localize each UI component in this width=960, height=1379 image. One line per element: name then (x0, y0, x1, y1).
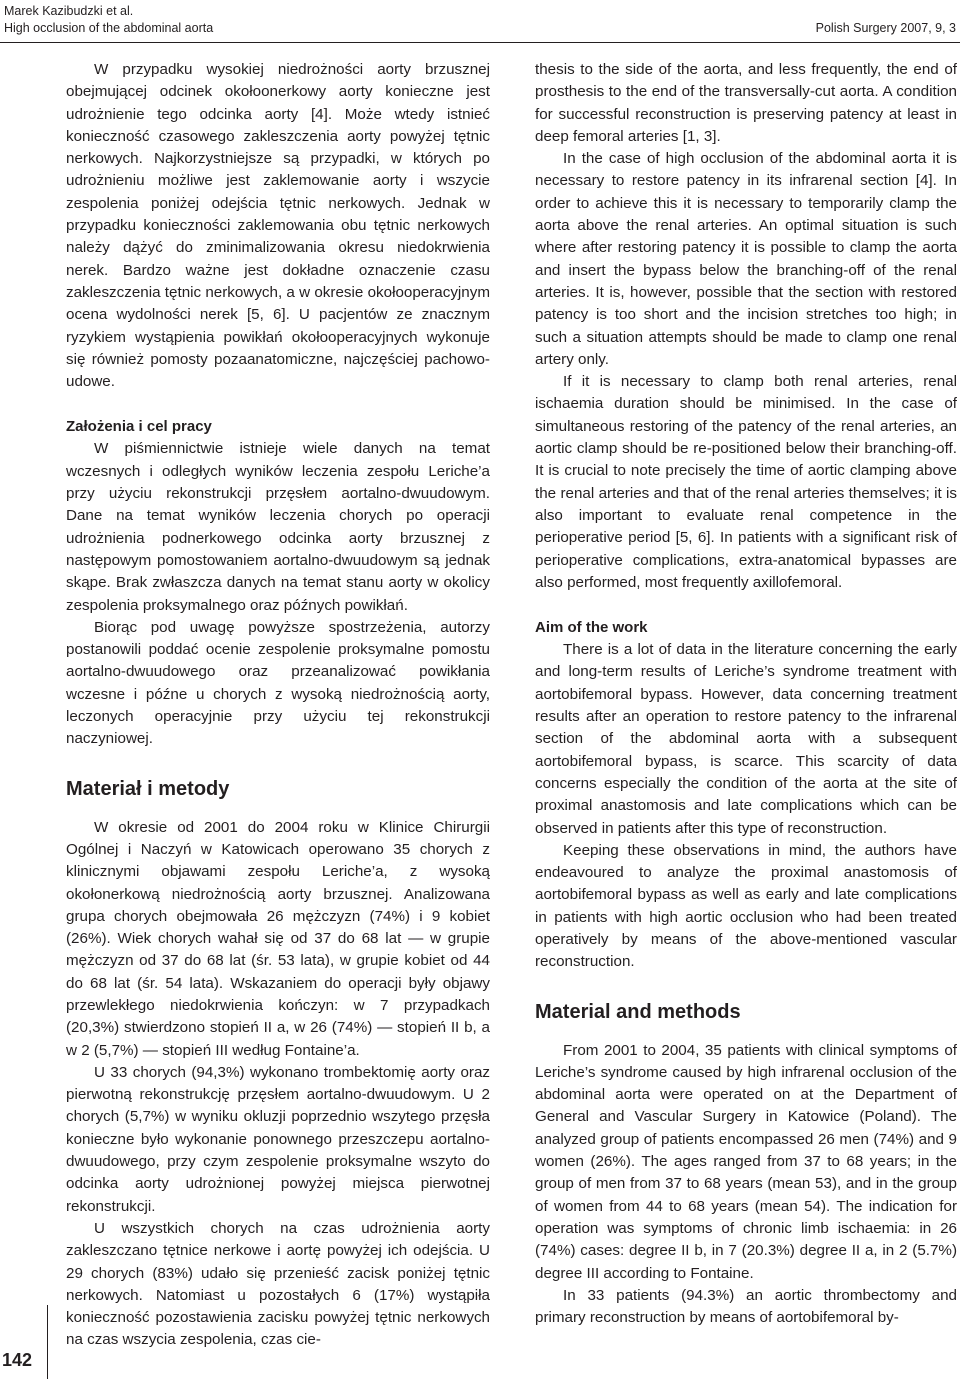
pl-paragraph-intro: W przypadku wysokiej niedrożności aorty brzusznej obejmującej odcinek okołoonerkowy aorty konieczne jest udrożnienie tego odcinka aorty [4]. Może wtedy istnieć konieczność czasowego zakleszczenia aorty powyżej tętnic nerkowych. Najkorzystniejsze są przypadki, w których po udrożnieniu możliwe jest zaklemowanie aorty i wszycie zespolenia poniżej odejścia tętnic nerkowych. Jednak w przypadku konieczności zaklemowania obu tętnic nerkowych należy dążyć do zminimalizowania okresu niedokrwienia nerek. Bardzo ważne jest dokładne oznaczenie czasu zakleszczenia tętnic nerkowych, a w okresie okołooperacyjnym ocena wydolności nerek [5, 6]. U pacjentów ze znacznym ryzykiem wystąpienia powikłań okołooperacyjnych wykonuje się również pomosty pozaanatomiczne, najczęściej pachowo-udowe. (66, 61, 490, 391)
page-number-rule (47, 1305, 48, 1379)
pl-paragraph-aims-2: Biorąc pod uwagę powyższe spostrzeżenia, autorzy postanowili poddać ocenie zespolenie proksymalne pomostu aortalno-dwuudowego oraz przeanalizować powikłania wczesne i późne u chorych z wysoką niedrożnością aorty, leczonych operacyjnie przy użyciu tej rekonstrukcji naczyniowej. (66, 618, 490, 748)
header-rule (0, 42, 960, 43)
en-paragraph-methods-2: In 33 patients (94.3%) an aortic thrombectomy and primary reconstruction by means of aortobifemoral by- (535, 1286, 957, 1327)
pl-paragraph-methods-2: U 33 chorych (94,3%) wykonano trombektomię aorty oraz pierwotną rekonstrukcję przęsłem aortalno-dwuudowym. U 2 chorych (5,7%) w wyniku okluzji poprzednio wszytego przęsła konieczne było wykonanie ponownego przeszczepu aortalno-dwuudowego, przy czym zespolenie proksymalne wszyto do odcinka aorty udrożnionej powyżej miejsca pierwotnej rekonstrukcji. (66, 1063, 490, 1215)
page-number: 142 (2, 1350, 33, 1370)
pl-paragraph-methods-1: W okresie od 2001 do 2004 roku w Klinice Chirurgii Ogólnej i Naczyń w Katowicach operowano 35 chorych z klinicznymi objawami zespołu Leriche’a, z wysoką okołonerkową niedrożnością aorty brzusznej. Analizowana grupa chorych obejmowała 26 mężczyzn (74%) i 9 kobiet (26%). Wiek chorych wahał się od 37 do 68 lat — w grupie mężczyzn od 37 do 68 lat (śr. 53 lata), w grupie kobiet od 44 do 68 lat (śr. 54 lata). Wskazaniem do operacji były objawy przewlekłego niedokrwienia kończyn: w 7 przypadkach (20,3%) stwierdzono stopień II a, w 26 (74%) — stopień II b, a w 2 (5,7%) — stopień III według Fontaine’a. (66, 818, 490, 1059)
en-paragraph-high-occlusion: In the case of high occlusion of the abdominal aorta it is necessary to restore patency in its infrarenal section [4]. In order to achieve this it is necessary to temporarily clamp the aorta above the renal arteries. An optimal situation is such where after restoring patency it is possible to clamp the aorta and insert the bypass below the branching-off of the renal arteries. It is, however, possible that the section with restored patency is too short and the incision stretches too high; in such a situation attempts should be made to clamp one renal artery only. (535, 150, 957, 368)
pl-heading-methods: Materiał i metody (66, 777, 230, 800)
running-header-left (4, 3, 213, 37)
en-heading-methods: Material and methods (535, 1000, 741, 1023)
header-author: Marek Kazibudzki et al. (4, 4, 134, 18)
right-column-english (535, 59, 957, 1329)
en-paragraph-aims-2: Keeping these observations in mind, the authors have endeavoured to analyze the proximal anastomosis of aortobifemoral bypass as well as early and late complications in patients with high aortic occlusion who had been treated operatively by means of the above-mentioned vascular reconstruction. (535, 841, 957, 971)
pl-paragraph-methods-3: U wszystkich chorych na czas udrożnienia aorty zakleszczano tętnice nerkowe i aortę powyżej ich odejścia. U 29 chorych (83%) udało się przenieść zacisk poniżej tętnic nerkowych. Natomiast u pozostałych 6 (17%) wystąpiła konieczność pozostawienia zacisku powyżej tętnic nerkowych na czas wszycia zespolenia, czas cie- (66, 1219, 490, 1349)
en-paragraph-continued: thesis to the side of the aorta, and less frequently, the end of prosthesis to the end of the transversally-cut aorta. A condition for successful reconstruction is preserving patency at least in deep femoral arteries [1, 3]. (535, 61, 957, 145)
en-paragraph-methods-1: From 2001 to 2004, 35 patients with clinical symptoms of Leriche’s syndrome caused by high infrarenal occlusion of the abdominal aorta were operated on at the Department of General and Vascular Surgery in Katowice (Poland). The analyzed group of patients encompassed 26 men (74%) and 9 women (26%). The ages ranged from 37 to 68 years; in the group of men from 37 to 68 years (mean 53), and in the group of women from 44 to 68 years (mean 54). The indication for operation was symptoms of chronic limb ischaemia: in 26 (74%) cases: degree II b, in 7 (20.3%) degree II a, in 2 (5.7%) degree III according to Fontaine. (535, 1041, 957, 1282)
left-column-polish (66, 59, 490, 1352)
header-running-title: High occlusion of the abdominal aorta (4, 21, 214, 35)
pl-paragraph-aims-1: W piśmiennictwie istnieje wiele danych na temat wczesnych i odległych wyników leczenia zespołu Leriche’a przy użyciu rekonstrukcji przęsłem aortalno-dwuudowym. Dane na temat wyników leczenia chorych po operacji udrożnienia podnerkowego odcinka aorty brzusznej z następowym pomostowaniem aortalno-dwuudowym są jednak skąpe. Brak zwłaszcza danych na temat stanu aorty w okolicy zespolenia proksymalnego oraz późnych powikłań. (66, 440, 490, 614)
en-paragraph-aims-1: There is a lot of data in the literature concerning the early and long-term results of Leriche’s syndrome treatment with aortobifemoral bypass. However, data concerning treatment results after an operation to restore patency to the infrarenal section of the abdominal aorta with a subsequent aortobifemoral bypass, is scarce. This scarcity of data concerns especially the condition of the aorta at the site of proximal anastomosis and late complications which can be observed in patients after this type of reconstruction. (535, 641, 957, 837)
header-journal: Polish Surgery 2007, 9, 3 (815, 21, 956, 35)
en-heading-aims: Aim of the work (535, 619, 648, 637)
en-paragraph-renal-clamp: If it is necessary to clamp both renal arteries, renal ischaemia duration should be minimised. In the case of simultaneous restoring of the patency of the renal arteries, an aortic clamp should be re-positioned below their branching-off. It is crucial to note precisely the time of aortic clamping above the renal arteries and that of the renal arteries themselves; it is also important to evaluate renal competence in the perioperative period [5, 6]. In patients with a significant risk of perioperative complications, extra-anatomical bypasses are also performed, most frequently axillofemoral. (535, 373, 957, 591)
pl-heading-aims: Założenia i cel pracy (66, 418, 212, 436)
